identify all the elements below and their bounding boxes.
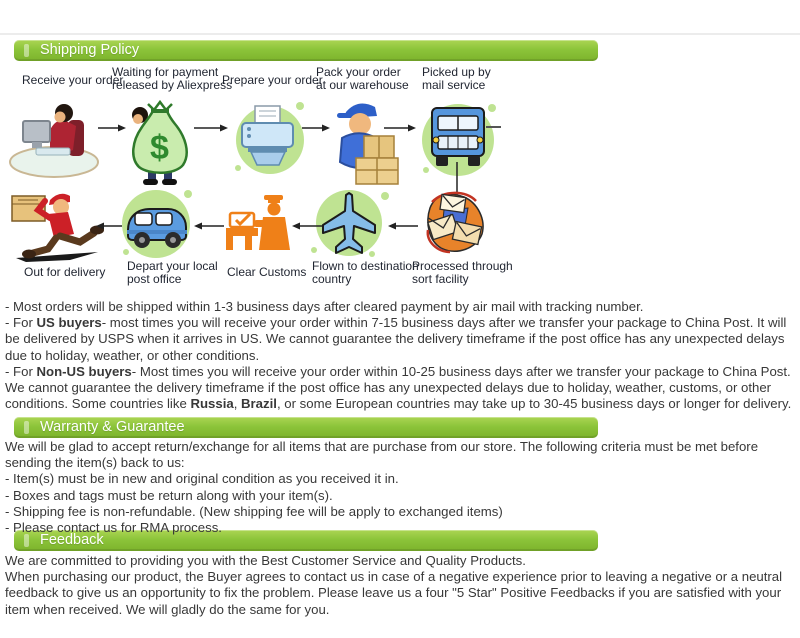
- paragraph: We are committed to providing you with the Best Customer Service and Quality Products.: [5, 553, 526, 568]
- arrow-left-icon: [194, 221, 224, 231]
- flow-step-label: Depart your local post office: [127, 259, 218, 286]
- flow-step-label: Out for delivery: [24, 265, 106, 279]
- flow-step-label: Receive your order: [22, 73, 124, 87]
- flow-step-label: Flown to destination country: [312, 259, 419, 286]
- arrow-right-icon: [302, 123, 330, 133]
- flow-step-label: Pack your order at our warehouse: [316, 65, 409, 92]
- flow-step-label: Processed through sort facility: [412, 259, 513, 286]
- money-bag-icon: [128, 96, 192, 188]
- post-van-icon: [118, 186, 194, 262]
- arrow-right-icon: [98, 123, 126, 133]
- paragraph: - For US buyers- most times you will receive your order within 7-15 business days after we transfer your package to China Post. It will be delivered by USPS when it arrives in US. We cannot guarantee the delivery timeframe if the post office has any unexpected delays due to holiday, weather, or other conditions.: [5, 315, 787, 363]
- paragraph: - Please contact us for RMA process.: [5, 520, 222, 536]
- paragraph: - Boxes and tags must be return along with your item(s).: [5, 487, 333, 503]
- svg-text:$: $: [150, 129, 169, 167]
- warranty-guarantee-header: [14, 417, 598, 438]
- shipping-policy-text: [5, 299, 798, 412]
- paragraph: - For Non-US buyers- Most times you will receive your order within 10-25 business days after we transfer your package to China Post. We cannot guarantee the delivery timeframe if the post office has any unexpected delays due to holiday, weather, customs, or other conditions. Some countries like Russia, Brazil, or some European countries may take up to 30-45 business days or longer for delivery.: [5, 363, 792, 412]
- arrow-left-icon: [388, 221, 418, 231]
- delivery-man-icon: [8, 188, 106, 266]
- flow-step-label: Waiting for payment released by Aliexpress: [112, 65, 233, 92]
- flow-step-label: Clear Customs: [227, 265, 307, 279]
- feedback-text: [5, 553, 798, 618]
- paragraph: - Shipping fee is non-refundable. (New shipping fee will be apply to exchanged items): [5, 503, 503, 519]
- header-tick-icon: [24, 44, 29, 57]
- paragraph: - Item(s) must be in new and original condition as you received it in.: [5, 471, 399, 487]
- paragraph: When purchasing our product, the Buyer agrees to contact us in case of a negative experience prior to leaving a negative or a neutral feedback to give us an opportunity to fix the problem. Please leave us a four "5 Star" Positive Feedbacks if you are satisfied with your item when received. We will gladly do the same for you.: [5, 569, 783, 617]
- top-divider: [0, 33, 800, 35]
- arrow-right-icon: [384, 123, 416, 133]
- section-title: Shipping Policy: [40, 42, 140, 58]
- flow-step-label: Prepare your order: [222, 73, 323, 87]
- paragraph: We will be glad to accept return/exchange for all items that are purchase from our store. The following criteria must be met before sending the item(s) back to us:: [5, 439, 759, 471]
- flow-step-label: Picked up by mail service: [422, 65, 491, 92]
- warranty-guarantee-text: [5, 439, 798, 536]
- arrow-left-icon: [292, 221, 322, 231]
- arrow-right-icon: [194, 123, 228, 133]
- flow-continuation-dash-icon: [486, 125, 501, 129]
- section-title: Warranty & Guarantee: [40, 419, 185, 435]
- mail-pile-icon: [424, 190, 486, 256]
- section-title: Feedback: [40, 532, 104, 548]
- warehouse-worker-icon: [330, 96, 402, 186]
- printer-icon: [228, 98, 306, 178]
- customs-officer-icon: [224, 192, 292, 254]
- customer-at-computer-icon: [8, 96, 104, 180]
- shipping-policy-header: [14, 40, 598, 61]
- paragraph: - Most orders will be shipped within 1-3 business days after cleared payment by air mail with tracking number.: [5, 299, 644, 314]
- arrow-left-icon: [96, 221, 122, 231]
- header-tick-icon: [24, 421, 29, 434]
